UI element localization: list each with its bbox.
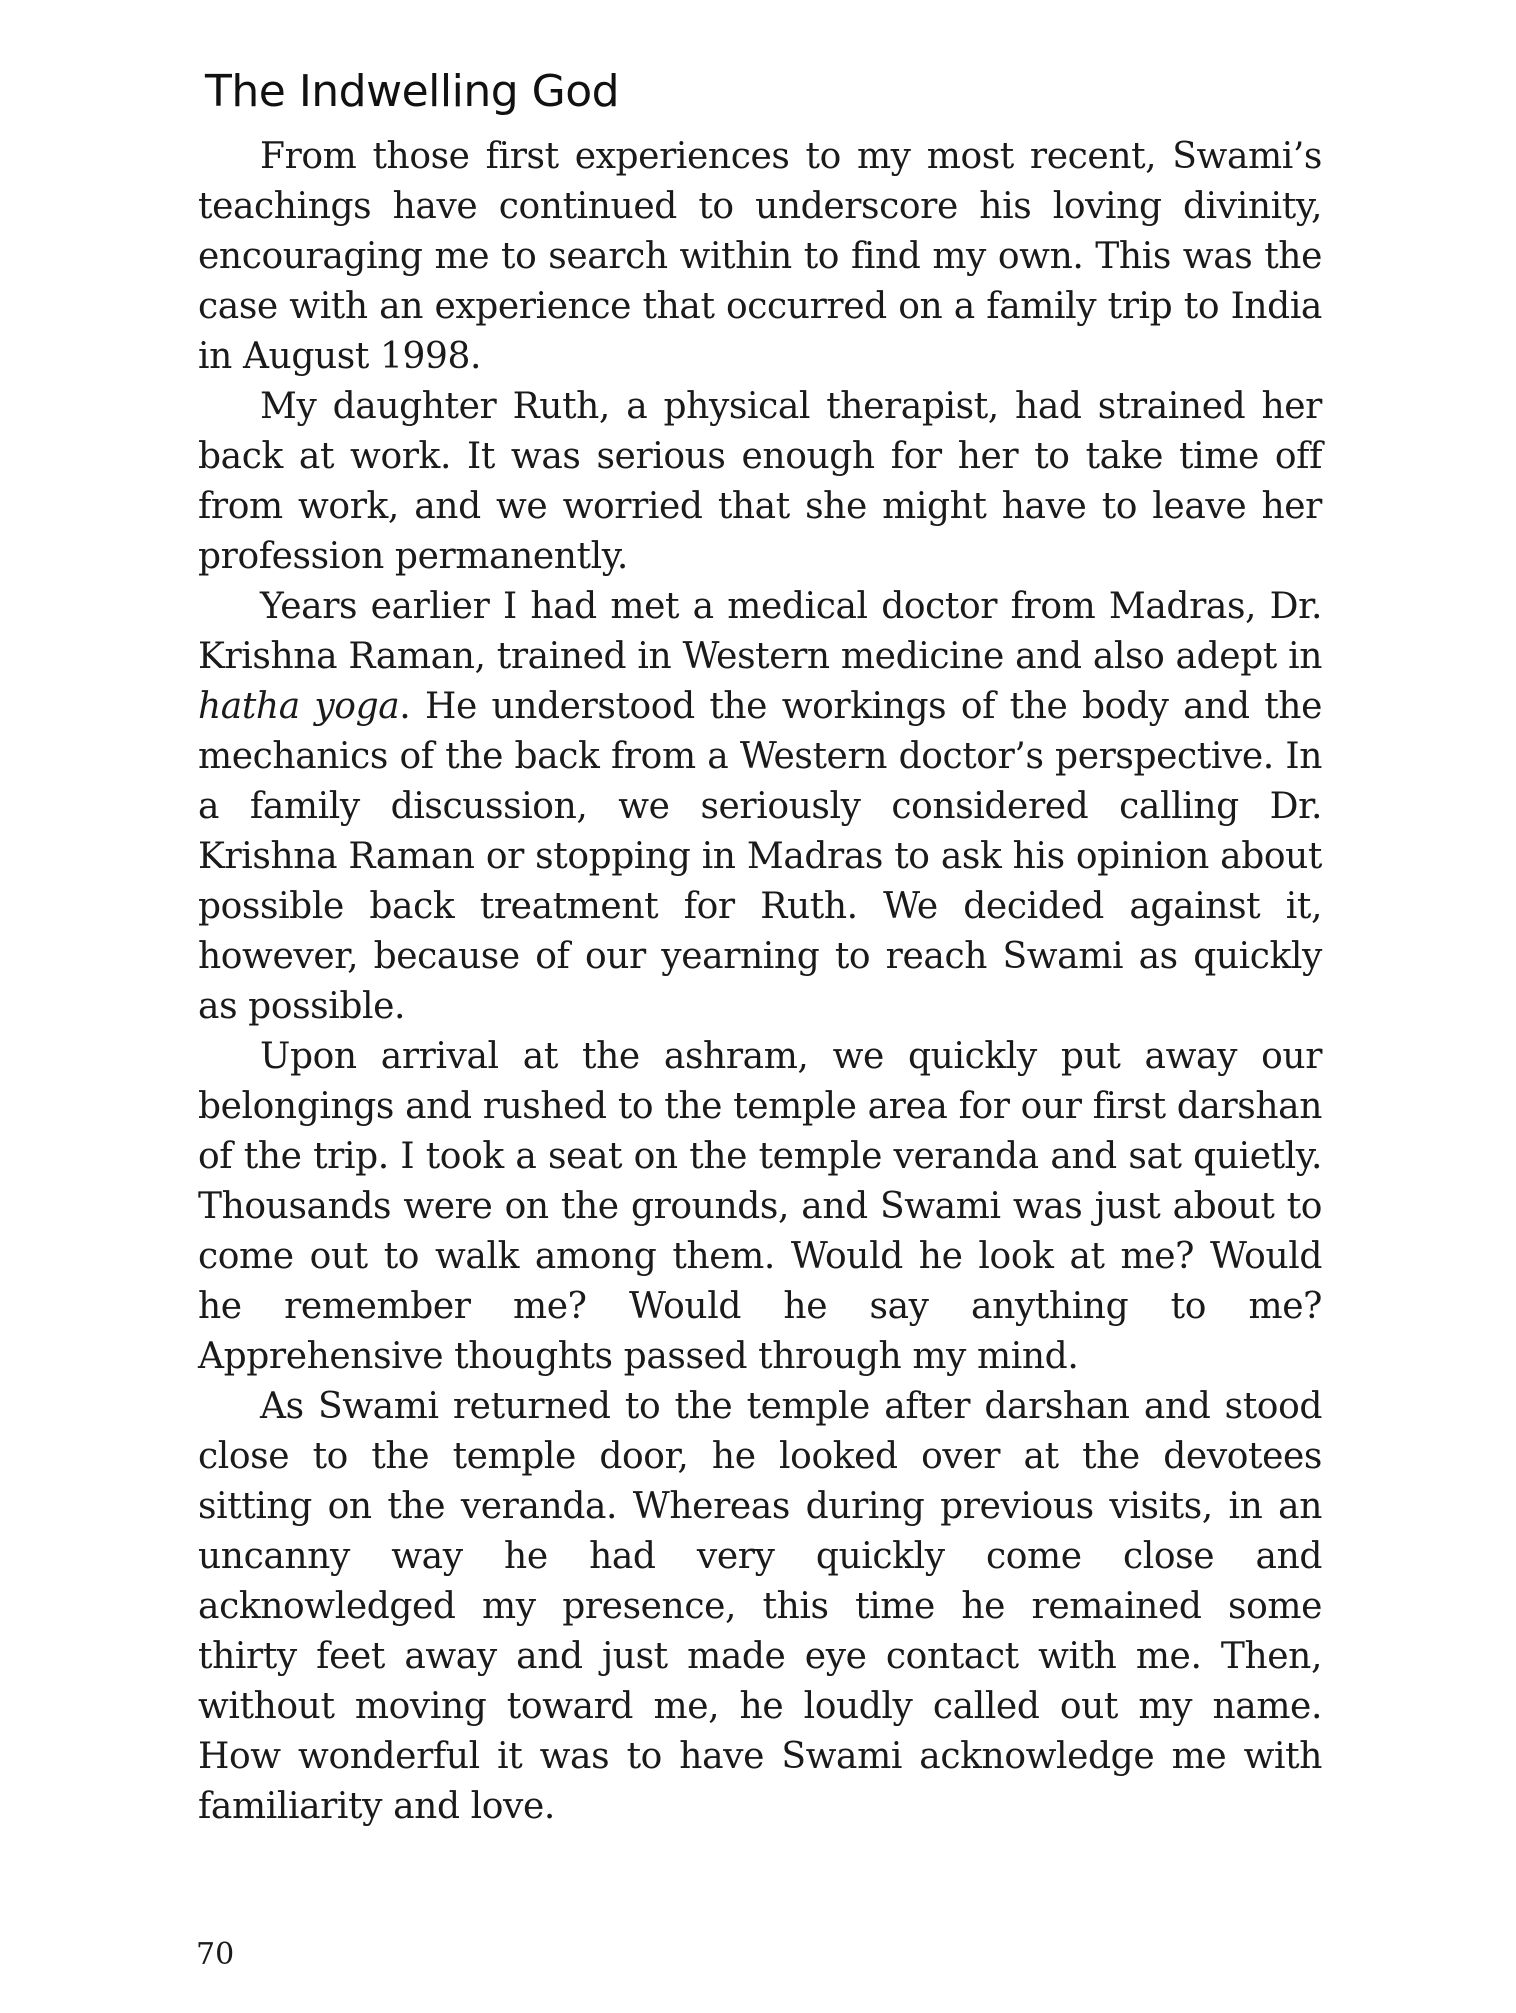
paragraph-1: From those first experiences to my most recent, Swami’s teachings have continued to underscore his loving divinity, encouraging me to search within to find my own. This was the case with an experience that occurred on a family trip to India in August 1998. bbox=[198, 136, 1322, 377]
paragraph-4: Upon arrival at the ashram, we quickly put away our belongings and rushed to the temple area for our first darshan of the trip. I took a seat on the temple veranda and sat quietly. Thousands were on the grounds, and Swami was just about to come out to walk among them. Would he look at me? Would he remember me? Would he say anything to me? Apprehensive thoughts passed through my mind. bbox=[198, 1036, 1322, 1377]
paragraph-3-before: Years earlier I had met a medical doctor from Madras, Dr. Krishna Raman, trained in Western medicine and also adept in bbox=[198, 586, 1322, 677]
paragraph-3-after: . He understood the workings of the body and the mechanics of the back from a Western doctor’s perspective. In a family discussion, we seriously considered calling Dr. Krishna Raman or stopping in Madras to ask his opinion about possible back treatment for Ruth. We decided against it, however, because of our yearning to reach Swami as quickly as possible. bbox=[198, 686, 1322, 1027]
body-text bbox=[198, 132, 1322, 1832]
paragraph-3 bbox=[198, 582, 1322, 1032]
page-number: 70 bbox=[196, 1937, 235, 1972]
paragraph-2: My daughter Ruth, a physical therapist, had strained her back at work. It was serious enough for her to take time off from work, and we worried that she might have to leave her profession permanently. bbox=[198, 386, 1322, 577]
section-heading: The Indwelling God bbox=[205, 66, 620, 117]
paragraph-5: As Swami returned to the temple after darshan and stood close to the temple door, he looked over at the devotees sitting on the veranda. Whereas during previous visits, in an uncanny way he had very quickly come close and acknowledged my presence, this time he remained some thirty feet away and just made eye contact with me. Then, without moving toward me, he loudly called out my name. How wonderful it was to have Swami acknowledge me with familiarity and love. bbox=[198, 1386, 1322, 1827]
italic-term-hatha-yoga: hatha yoga bbox=[198, 686, 400, 727]
